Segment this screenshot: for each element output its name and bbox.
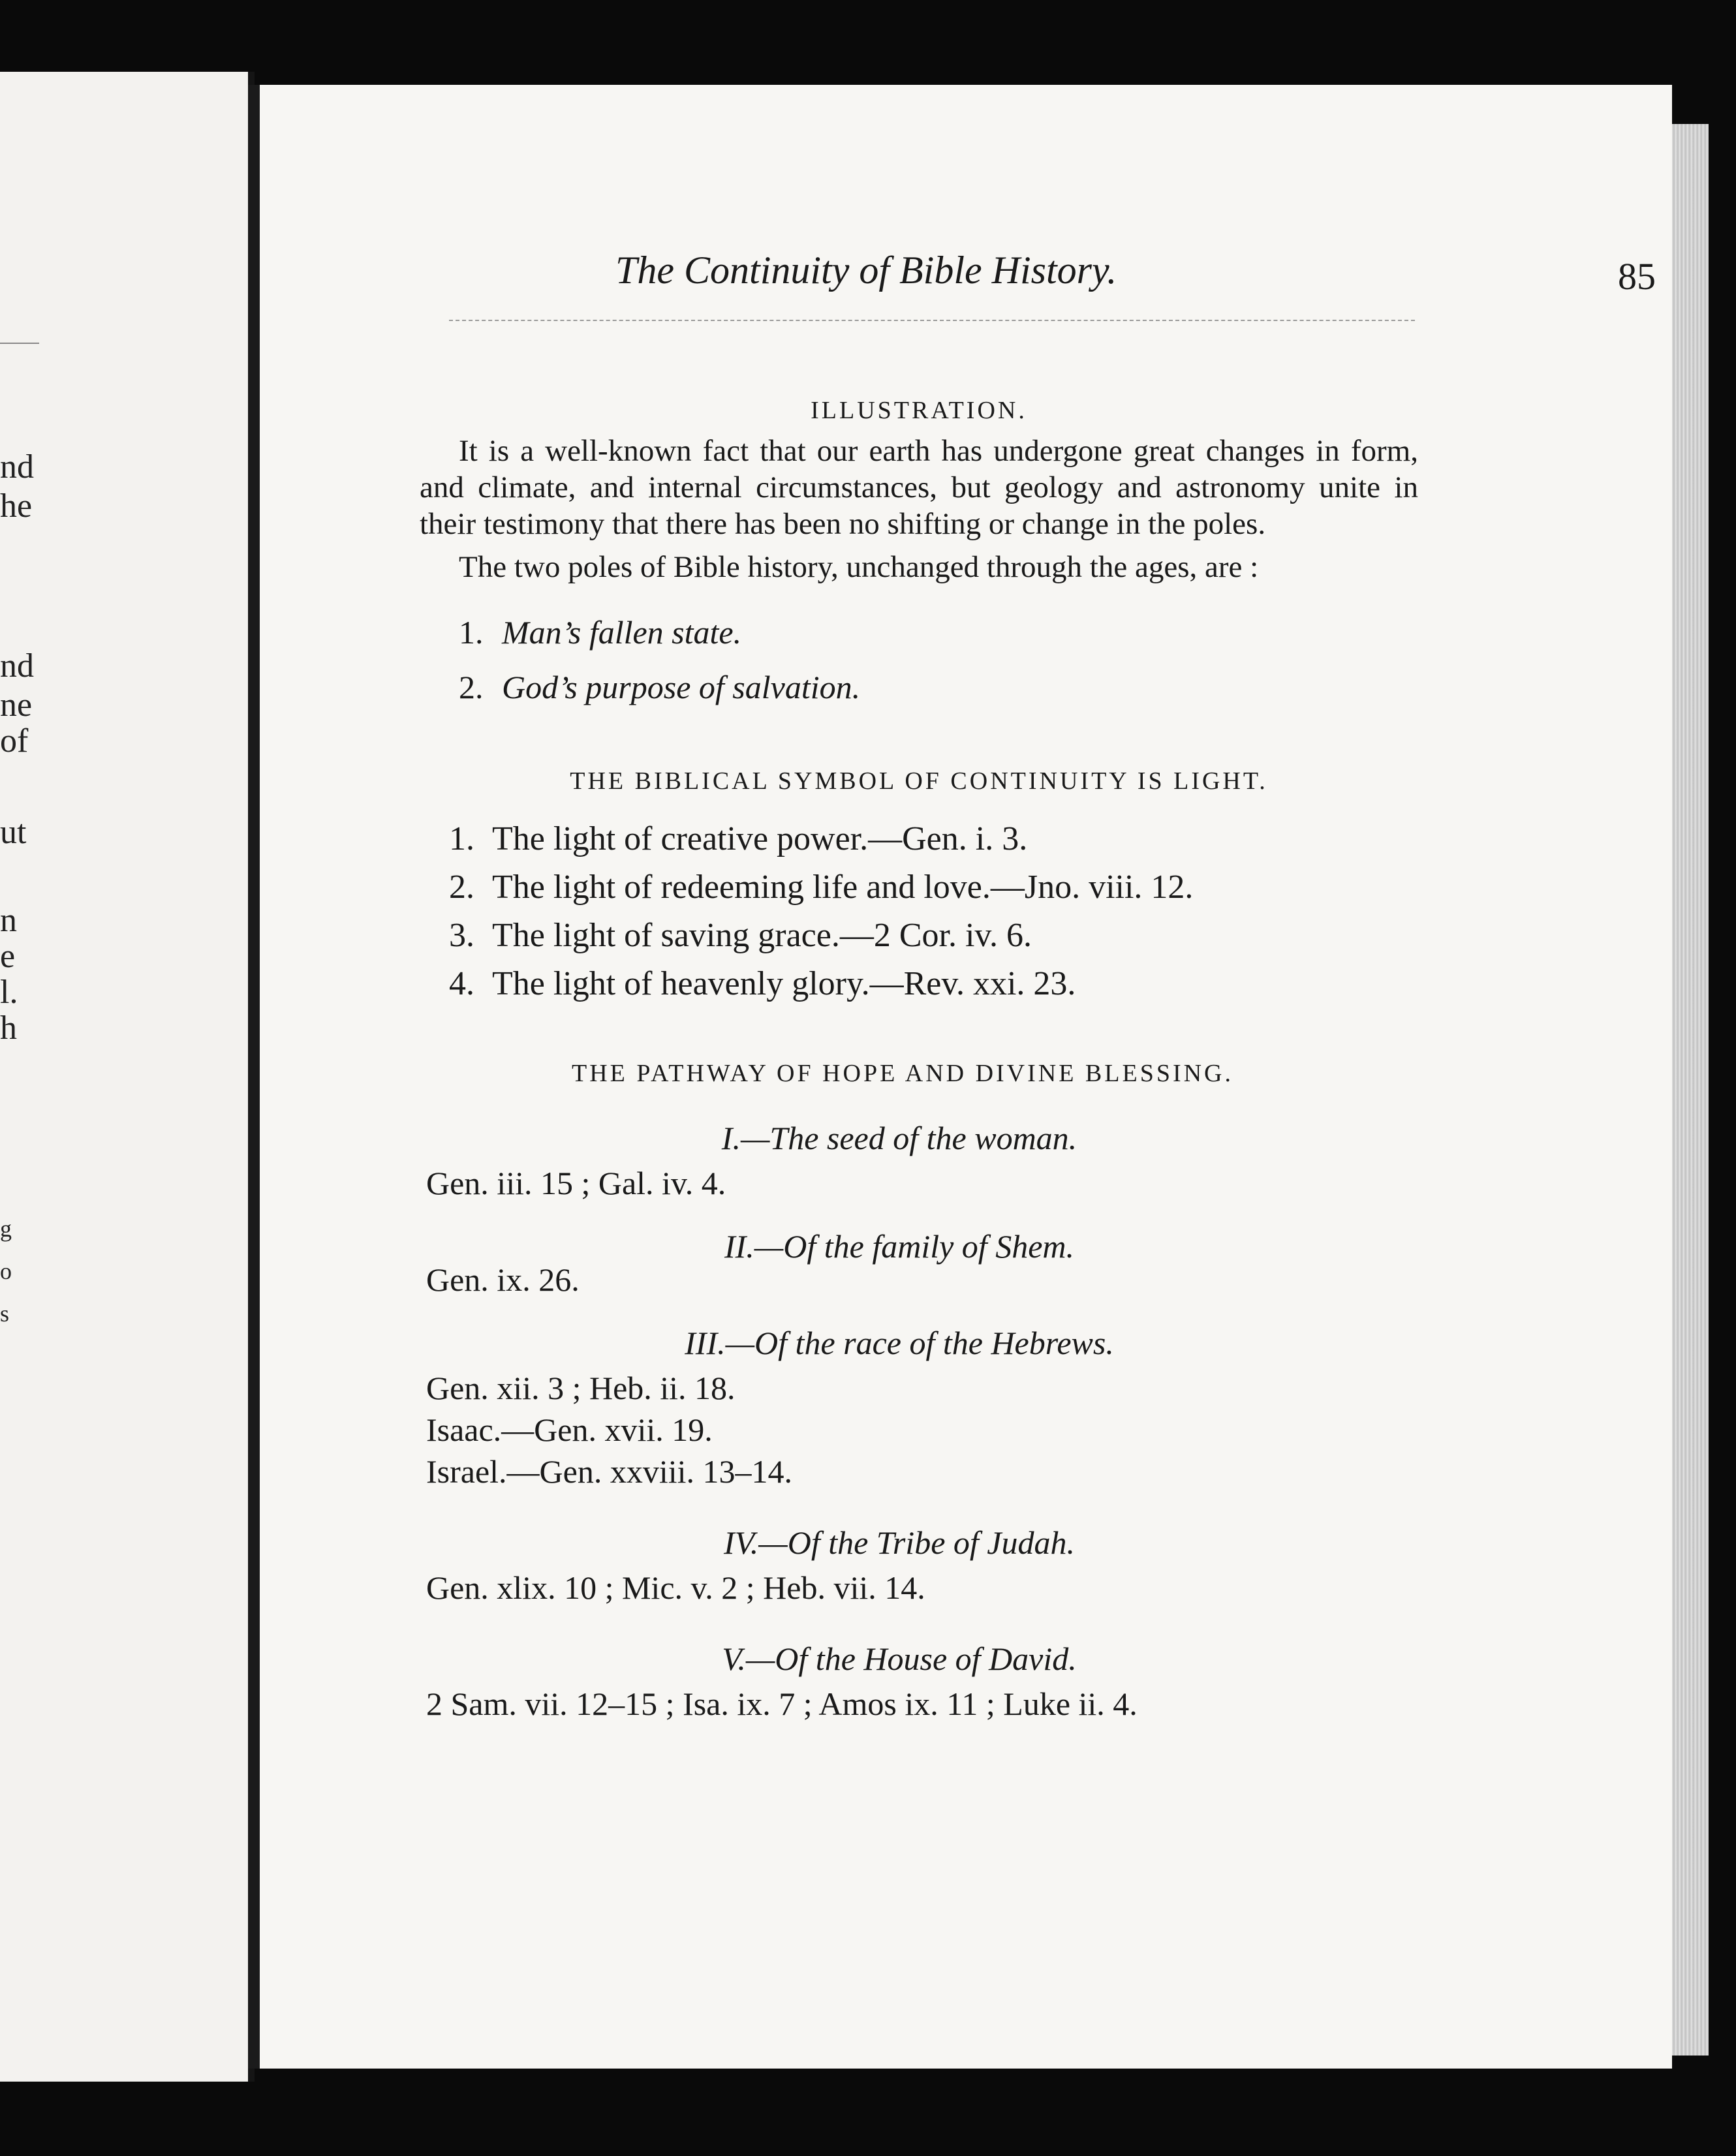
page-edge xyxy=(1672,124,1709,2056)
left-fragment: nd xyxy=(0,448,34,485)
scripture-reference: Isaac.—Gen. xvii. 19. xyxy=(426,1411,713,1448)
era-title: IV.—Of the Tribe of Judah. xyxy=(724,1524,1075,1561)
scripture-reference: 2 Sam. vii. 12–15 ; Isa. ix. 7 ; Amos ix. 11 ; Luke ii. 4. xyxy=(426,1686,1138,1722)
left-fragment: nd xyxy=(0,647,34,685)
light-list xyxy=(420,815,1418,1008)
light-heading: THE BIBLICAL SYMBOL OF CONTINUITY IS LIGHT. xyxy=(570,767,1268,795)
item-text: The light of creative power.—Gen. i. 3. xyxy=(492,820,1028,857)
left-fragment: o xyxy=(0,1258,12,1284)
header-rule xyxy=(449,320,1415,321)
item-text: God’s purpose of salvation. xyxy=(502,669,861,705)
right-page xyxy=(260,85,1672,2069)
item-number: 2. xyxy=(459,669,484,705)
left-fragment: ut xyxy=(0,814,27,851)
list-item xyxy=(449,863,1418,912)
list-item xyxy=(449,815,1418,863)
left-page xyxy=(0,72,255,2082)
item-number: 3. xyxy=(449,917,474,954)
left-fragment: n xyxy=(0,902,17,939)
item-text: The light of redeeming life and love.—Jno. viii. 12. xyxy=(492,869,1194,906)
scripture-reference: Gen. iii. 15 ; Gal. iv. 4. xyxy=(426,1165,726,1201)
era-title: I.—The seed of the woman. xyxy=(721,1120,1077,1156)
page-number: 85 xyxy=(1618,255,1656,298)
scripture-reference: Gen. xii. 3 ; Heb. ii. 18. xyxy=(426,1370,736,1406)
item-number: 4. xyxy=(449,965,474,1002)
running-head xyxy=(420,248,1681,320)
illustration-paragraph: The two poles of Bible history, unchanged through the ages, are : xyxy=(459,550,1259,584)
pathway-heading: THE PATHWAY OF HOPE AND DIVINE BLESSING. xyxy=(572,1060,1233,1087)
page-content xyxy=(420,248,1681,1725)
scripture-reference: Gen. xlix. 10 ; Mic. v. 2 ; Heb. vii. 14. xyxy=(426,1569,925,1606)
item-number: 1. xyxy=(449,820,474,857)
left-fragment: h xyxy=(0,1009,17,1047)
illustration-paragraph: It is a well-known fact that our earth has undergone great changes in form, and climate, and internal circumstances, but geology and astronomy unite in their testimony that there has been no shifting or change in the poles. xyxy=(420,434,1418,541)
list-item xyxy=(459,660,1418,715)
item-number: 1. xyxy=(459,614,484,651)
list-item xyxy=(449,912,1418,960)
left-fragment: ne xyxy=(0,686,33,724)
pathway-section xyxy=(420,1059,1386,1725)
illustration-section xyxy=(420,396,1418,715)
era-title: V.—Of the House of David. xyxy=(722,1640,1077,1677)
item-text: The light of heavenly glory.—Rev. xxi. 23. xyxy=(492,965,1076,1002)
item-text: Man’s fallen state. xyxy=(502,614,742,651)
left-fragment: g xyxy=(0,1216,12,1242)
illustration-heading: ILLUSTRATION. xyxy=(811,397,1027,424)
item-number: 2. xyxy=(449,869,474,906)
poles-list xyxy=(420,605,1418,715)
left-fragment: e xyxy=(0,938,16,975)
left-page-rule xyxy=(0,343,39,344)
list-item xyxy=(449,960,1418,1008)
era-title: II.—Of the family of Shem. xyxy=(724,1228,1074,1265)
scripture-references xyxy=(426,1367,1386,1492)
left-fragment: of xyxy=(0,722,29,760)
scripture-reference: Gen. ix. 26. xyxy=(426,1261,580,1298)
book-gutter xyxy=(248,85,260,2069)
era-title: III.—Of the race of the Hebrews. xyxy=(685,1325,1114,1361)
item-text: The light of saving grace.—2 Cor. iv. 6. xyxy=(492,917,1032,954)
era-row xyxy=(420,1227,1379,1298)
left-fragment: s xyxy=(0,1301,10,1327)
scripture-reference: Israel.—Gen. xxviii. 13–14. xyxy=(426,1453,793,1490)
left-fragment: he xyxy=(0,487,33,525)
list-item xyxy=(459,605,1418,660)
light-section xyxy=(420,767,1418,1008)
running-title: The Continuity of Bible History. xyxy=(615,249,1117,292)
left-fragment: l. xyxy=(0,974,18,1011)
